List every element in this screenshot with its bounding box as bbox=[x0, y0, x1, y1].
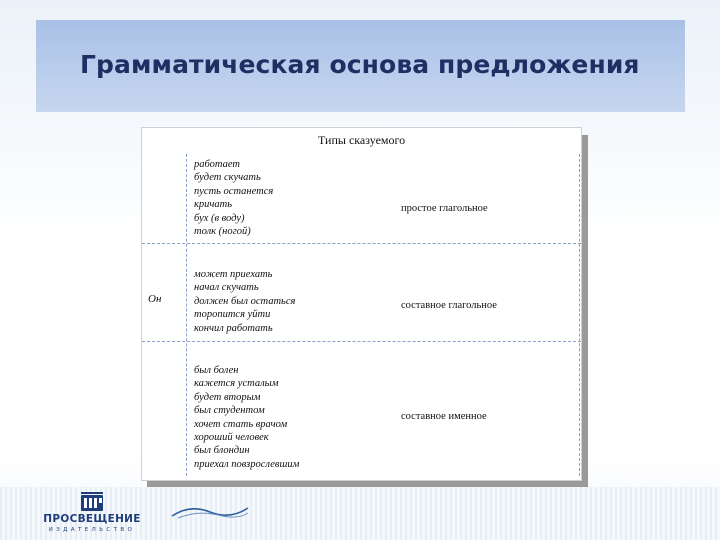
examples-simple-verbal bbox=[194, 158, 273, 238]
example-item: бух (в воду) bbox=[194, 212, 245, 224]
example-item: хороший человек bbox=[194, 432, 269, 444]
row-divider bbox=[142, 243, 581, 244]
example-item: был блондин bbox=[194, 445, 250, 457]
predicate-type: составное глагольное bbox=[401, 300, 497, 311]
example-item: толк (ногой) bbox=[194, 226, 251, 238]
example-item: торопится уйти bbox=[194, 309, 271, 321]
logo-emblem-icon bbox=[80, 492, 104, 512]
row-divider bbox=[142, 341, 581, 342]
wave-decoration-icon bbox=[170, 500, 250, 522]
example-item: будет вторым bbox=[194, 391, 261, 403]
examples-compound-verbal bbox=[194, 268, 295, 335]
predicate-type: простое глагольное bbox=[401, 203, 488, 214]
publisher-logo bbox=[38, 492, 168, 536]
example-item: был болен bbox=[194, 365, 239, 376]
example-item: начал скучать bbox=[194, 282, 259, 294]
examples-compound-nominal bbox=[194, 364, 299, 471]
example-item: кричать bbox=[194, 199, 233, 211]
predicate-type: составное именное bbox=[401, 411, 487, 422]
example-item: хочет стать врачом bbox=[194, 418, 288, 430]
logo-text: ПРОСВЕЩЕНИЕ bbox=[43, 513, 141, 525]
example-item: приехал повзрослевшим bbox=[194, 458, 300, 470]
example-item: работает bbox=[194, 159, 240, 170]
example-item: должен был остаться bbox=[194, 295, 296, 307]
predicate-types-table bbox=[141, 127, 582, 481]
example-item: может приехать bbox=[194, 269, 273, 280]
table-caption: Типы сказуемого bbox=[318, 133, 406, 147]
slide-title: Грамматическая основа предложения bbox=[80, 50, 640, 79]
example-item: кончил работать bbox=[194, 322, 273, 334]
example-item: будет скучать bbox=[194, 172, 261, 184]
logo-subtext: ИЗДАТЕЛЬСТВО bbox=[48, 527, 136, 533]
example-item: кажется усталым bbox=[194, 378, 279, 390]
column-divider bbox=[579, 154, 580, 476]
example-item: был студентом bbox=[194, 405, 265, 417]
example-item: пусть останется bbox=[194, 185, 274, 197]
subject-cell: Он bbox=[148, 293, 162, 305]
column-divider bbox=[186, 154, 187, 476]
